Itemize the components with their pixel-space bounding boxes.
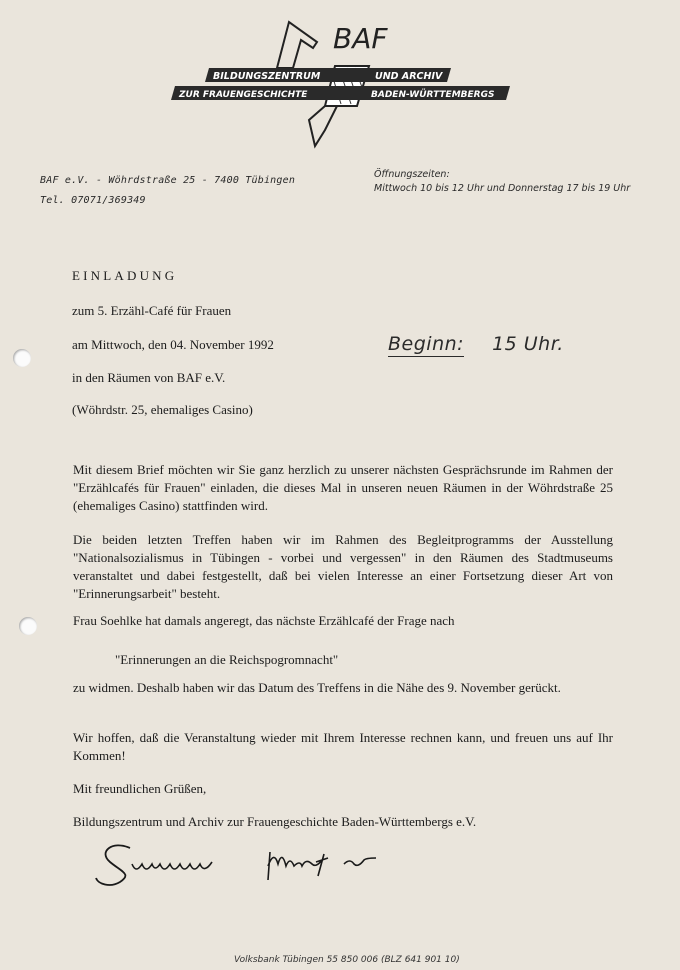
handwritten-start-value: 15 Uhr. <box>492 333 564 355</box>
sender-block <box>40 171 295 211</box>
logo-arrow-down <box>309 106 337 146</box>
logo-arrow-up <box>277 22 317 68</box>
invitation-heading: EINLADUNG <box>72 268 178 283</box>
invitation-line-4: (Wöhrdstr. 25, ehemaliges Casino) <box>72 402 253 417</box>
handwritten-start-label: Beginn: <box>388 333 465 355</box>
baf-logo <box>165 18 515 153</box>
logo-line2-left: ZUR FRAUENGESCHICHTE <box>179 90 308 100</box>
quoted-topic: "Erinnerungen an die Reichspogromnacht" <box>115 652 339 667</box>
opening-hours-text: Mittwoch 10 bis 12 Uhr und Donnerstag 17 bis 19 Uhr <box>374 183 631 194</box>
sender-address: BAF e.V. - Wöhrdstraße 25 - 7400 Tübingen <box>40 175 296 186</box>
logo-line1-left: BILDUNGSZENTRUM <box>213 71 321 82</box>
invitation-line-3: in den Räumen von BAF e.V. <box>72 370 226 385</box>
paragraph-4: zu widmen. Deshalb haben wir das Datum des Treffens in die Nähe des 9. November gerückt. <box>73 680 561 695</box>
paragraph-2: Die beiden letzten Treffen haben wir im Rahmen des Begleitprogramms der Ausstellung "Nationalsozialismus in Tübingen - vorbei und vergessen" in den Räumen des Stadtmuseums veranstaltet und dabei festgestellt, daß bei vielen Interesse an einer Fortsetzung dieser Art von "Erinnerungsarbeit" besteht. <box>73 532 613 601</box>
logo-mark: BAF <box>333 22 388 55</box>
invitation-line-2: am Mittwoch, den 04. November 1992 <box>72 337 274 352</box>
logo-line2-right: BADEN-WÜRTTEMBERGS <box>371 90 495 100</box>
punch-hole-top <box>13 349 31 367</box>
sender-phone: Tel. 07071/369349 <box>40 195 146 206</box>
invitation-line-1: zum 5. Erzähl-Café für Frauen <box>72 303 232 318</box>
handwritten-start-time <box>388 333 564 357</box>
logo-line1-right: UND ARCHIV <box>375 71 443 82</box>
bank-details: Volksbank Tübingen 55 850 006 (BLZ 641 901 10) <box>234 955 460 965</box>
paragraph-1: Mit diesem Brief möchten wir Sie ganz herzlich zu unserer nächsten Gesprächsrunde im Rahmen der "Erzählcafés für Frauen" einladen, die dieses Mal in unseren neuen Räumen in der Wöhrdstraße 25 (ehemaliges Casino) stattfinden wird. <box>73 462 613 513</box>
organization-name: Bildungszentrum und Archiv zur Frauengeschichte Baden-Württembergs e.V. <box>73 814 477 829</box>
closing-greeting: Mit freundlichen Grüßen, <box>73 781 207 796</box>
paragraph-3: Frau Soehlke hat damals angeregt, das nächste Erzählcafé der Frage nach <box>73 613 455 628</box>
signature <box>92 830 392 890</box>
punch-hole-bottom <box>19 617 37 635</box>
opening-hours-label: Öffnungszeiten: <box>374 169 450 180</box>
paragraph-5: Wir hoffen, daß die Veranstaltung wieder mit Ihrem Interesse rechnen kann, und freuen uns auf Ihr Kommen! <box>73 730 613 763</box>
opening-hours <box>374 168 630 196</box>
